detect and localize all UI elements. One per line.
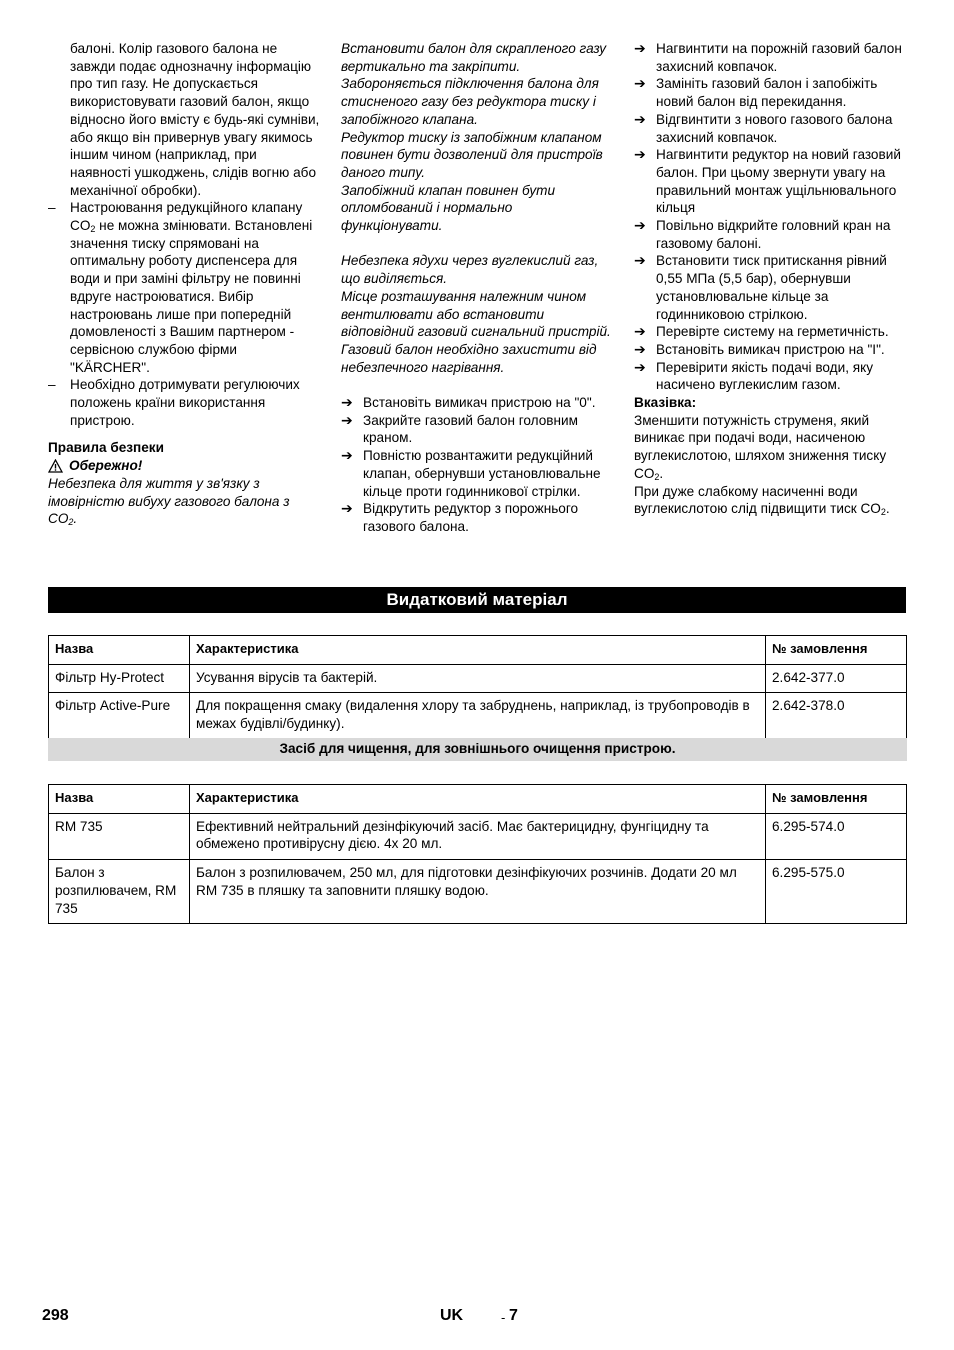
table-cell: RM 735 (49, 813, 190, 859)
column-1 (48, 40, 320, 528)
dash-list (48, 199, 320, 429)
list-item: ➔ Відгвинтити з нового газового балона захисний ковпачок. (634, 110, 893, 145)
warning-triangle-icon (48, 459, 63, 473)
cleaning-agents-table (48, 784, 907, 924)
language-code: UK (440, 1307, 464, 1324)
note-heading: Вказівка: (634, 395, 697, 411)
list-item: ➔ Перевірити якість подачі води, яку насичено вуглекислим газом. (634, 358, 874, 393)
table-row (49, 693, 907, 739)
column-header-order-number: № замовлення (766, 636, 907, 665)
list-item: ➔ Повністю розвантажити редукційний клапан, обернувши установлювальне кільце проти годинникової стрілки. (341, 447, 601, 499)
table-cell: Для покращення смаку (видалення хлору та забруднень, наприклад, із трубопроводів в межах будівлі/будинку). (190, 693, 766, 739)
table-row (49, 813, 907, 859)
italic-note-6: Місце розташування належним чином вентилювати або встановити відповідний газовий сигнальний пристрій. (341, 288, 611, 340)
italic-note-2: Забороняється підключення балона для стисненого газу без редуктора тиску і запобіжного клапана. (341, 76, 599, 127)
list-item: ➔ Відкрутить редуктор з порожнього газового балона. (341, 500, 579, 534)
table-cell: Ефективний нейтральний дезінфікуючий засіб. Має бактерицидну, фунгіцидну та обмежено противірусну дією. 4x 20 мл. (190, 813, 766, 859)
italic-note-4: Запобіжний клапан повинен бути опломбований і нормально функціонувати. (341, 182, 556, 234)
table-row (49, 664, 907, 693)
column-header-description: Характеристика (190, 785, 766, 814)
arrow-right-icon: ➔ (634, 40, 646, 56)
table-cell: Фільтр Hy-Protect (49, 664, 190, 693)
column-2 (341, 40, 614, 536)
intro-paragraph: балоні. Колір газового балона не завжди подає однозначну інформацію про тип газу. Не допускається використовувати газовий балон, якщо відносно його вмісту є будь-які сумніви, або якщо він привернув увагу якимось іншим чином (наприклад, при наявності ушкоджень, слідів вогню або механічної обробки). (70, 41, 320, 198)
list-item: ➔ Закрийте газовий балон головним краном. (341, 411, 578, 446)
table-cell: 6.295-575.0 (766, 860, 907, 924)
italic-note-3: Редуктор тиску із запобіжним клапаном повинен бути дозволений для пристроїв даного типу. (341, 129, 603, 180)
column-header-name: Назва (49, 785, 190, 814)
arrow-right-icon: ➔ (634, 75, 646, 92)
italic-note-7: Газовий балон необхідно захистити від небезпечного нагрівання. (341, 341, 597, 375)
list-item: ➔ Повільно відкрийте головний кран на газовому балоні. (634, 217, 891, 251)
dash-item-co2-settings: – Настроювання редукційного клапану $CO_2$ не можна змінювати. Встановлені значення тиску спрямовані на оптимальну роботу диспенсера для води и при заміні фільтру не повинні вдруге настроюватися. Вибір настроювань лише при попередній домовленості з Вашим партнером - сервісною службою фірми "KÄRCHER". (48, 199, 320, 376)
page-number: 298 (42, 1307, 69, 1324)
table-row (49, 860, 907, 924)
list-item: ➔ Перевірте систему на герметичність. (634, 323, 889, 340)
table-cell: Балон з розпилювачем, RM 735 (49, 860, 190, 924)
arrow-right-icon: ➔ (634, 323, 646, 340)
table-header-row (49, 785, 907, 814)
list-item: ➔ Встановити тиск притискання рівний 0,55 МПа (5,5 бар), обернувши установлювальне кільце за годинниковою стрілкою. (634, 252, 887, 322)
warning-label: Обережно! (69, 458, 143, 474)
column-header-order-number: № замовлення (766, 785, 907, 814)
column-header-name: Назва (49, 636, 190, 665)
table-cell: 6.295-574.0 (766, 813, 907, 859)
note-paragraph-1: Зменшити потужність струменя, який виникає при подачі води, насиченою вуглекислотою, шляхом зниження тиску $CO_2$. (634, 412, 887, 482)
dash-item-regulations: – Необхідно дотримувати регулюючих положень країни використання пристрою. (48, 376, 320, 429)
italic-note-1: Встановити балон для скрапленого газу вертикально та закріпити. (341, 41, 607, 74)
footer-separator: - (501, 1310, 506, 1325)
arrow-right-icon: ➔ (341, 394, 353, 411)
arrow-right-icon: ➔ (634, 252, 646, 269)
arrow-right-icon: ➔ (634, 110, 646, 127)
italic-note-5: Небезпека ядухи через вуглекислий газ, що виділяється. (341, 253, 599, 287)
column-header-description: Характеристика (190, 636, 766, 665)
column-3 (634, 40, 908, 518)
arrow-right-icon: ➔ (341, 500, 353, 517)
step-list-2 (634, 40, 908, 394)
list-item: ➔ Замініть газовий балон і запобіжіть новий балон від перекидання. (634, 75, 878, 110)
arrow-right-icon: ➔ (634, 340, 646, 357)
table-cell: 2.642-378.0 (766, 693, 907, 739)
consumables-table (48, 635, 907, 740)
safety-heading: Правила безпеки (48, 440, 164, 456)
table-cell: Усування вірусів та бактерій. (190, 664, 766, 693)
arrow-right-icon: ➔ (341, 411, 353, 428)
table-cell: 2.642-377.0 (766, 664, 907, 693)
warning-text: Небезпека для життя у зв'язку з імовірністю вибуху газового балона з $CO_2$. (48, 475, 290, 528)
list-item: ➔ Встановіть вимикач пристрою на "0". (341, 394, 596, 411)
step-list-1 (341, 394, 614, 536)
cleaning-agents-subheading: Засіб для чищення, для зовнішнього очищення пристрою. (48, 738, 907, 761)
warning-line (48, 457, 320, 475)
list-item: ➔ Нагвинтити редуктор на новий газовий балон. При цьому звернути увагу на правильний монтаж ущільнювального кільця (634, 146, 901, 216)
section-number: 7 (509, 1307, 518, 1324)
table-cell: Фільтр Active-Pure (49, 693, 190, 739)
list-item: ➔ Нагвинтити на порожній газовий балон захисний ковпачок. (634, 40, 902, 74)
section-title-banner: Видатковий матеріал (48, 587, 906, 613)
table-cell: Балон з розпилювачем, 250 мл, для підготовки дезінфікуючих розчинів. Додати 20 мл RM 735 в пляшку та заповнити пляшку водою. (190, 860, 766, 924)
arrow-right-icon: ➔ (634, 217, 646, 234)
arrow-right-icon: ➔ (341, 447, 353, 464)
note-paragraph-2: При дуже слабкому насиченні води вуглекислотою слід підвищити тиск $CO_2$. (634, 483, 890, 518)
table-header-row (49, 636, 907, 665)
list-item: ➔ Встановіть вимикач пристрою на "I". (634, 340, 885, 357)
arrow-right-icon: ➔ (634, 146, 646, 163)
arrow-right-icon: ➔ (634, 358, 646, 375)
